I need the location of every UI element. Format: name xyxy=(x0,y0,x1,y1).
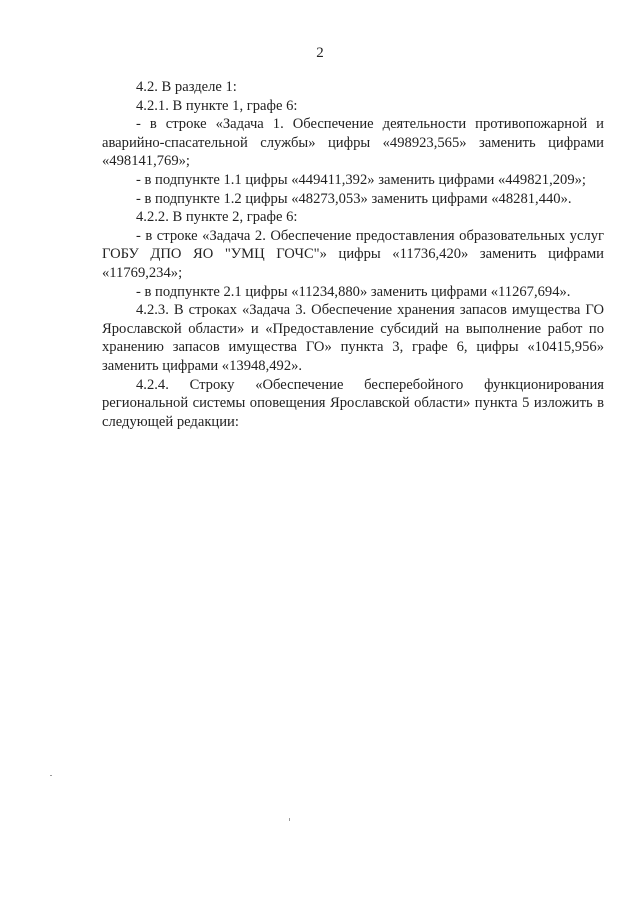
scan-speck xyxy=(50,775,52,776)
paragraph: - в подпункте 2.1 цифры «11234,880» заменить цифрами «11267,694». xyxy=(136,283,571,300)
paragraph: 4.2.4. Строку «Обеспечение бесперебойного функционирования региональной системы оповещения Ярославской области» пункта 5 изложить в следующей редакции: xyxy=(102,376,604,430)
subsection-heading: 4.2.1. В пункте 1, графе 6: xyxy=(136,97,298,114)
subsection-heading: 4.2.2. В пункте 2, графе 6: xyxy=(136,209,298,226)
section-heading: 4.2. В разделе 1: xyxy=(136,79,237,95)
paragraph: 4.2.3. В строках «Задача 3. Обеспечение хранения запасов имущества ГО Ярославской области» и «Предоставление субсидий на выполнение работ по хранению запасов имущества ГО» пункта 3, графе 6, цифры «10415,956» заменить цифрами «13948,492». xyxy=(102,302,604,374)
paragraph: - в строке «Задача 2. Обеспечение предоставления образовательных услуг ГОБУ ДПО ЯО "УМЦ ГОЧС"» цифры «11736,420» заменить цифрами «11769,234»; xyxy=(102,227,604,281)
scan-speck xyxy=(289,818,290,821)
page-number: 2 xyxy=(316,45,324,61)
paragraph: - в строке «Задача 1. Обеспечение деятельности противопожарной и аварийно-спасательной службы» цифры «498923,565» заменить цифрами «498141,769»; xyxy=(102,116,604,170)
paragraph: - в подпункте 1.1 цифры «449411,392» заменить цифрами «449821,209»; xyxy=(136,171,586,188)
paragraph: - в подпункте 1.2 цифры «48273,053» заменить цифрами «48281,440». xyxy=(136,190,572,207)
document-body xyxy=(102,78,604,431)
